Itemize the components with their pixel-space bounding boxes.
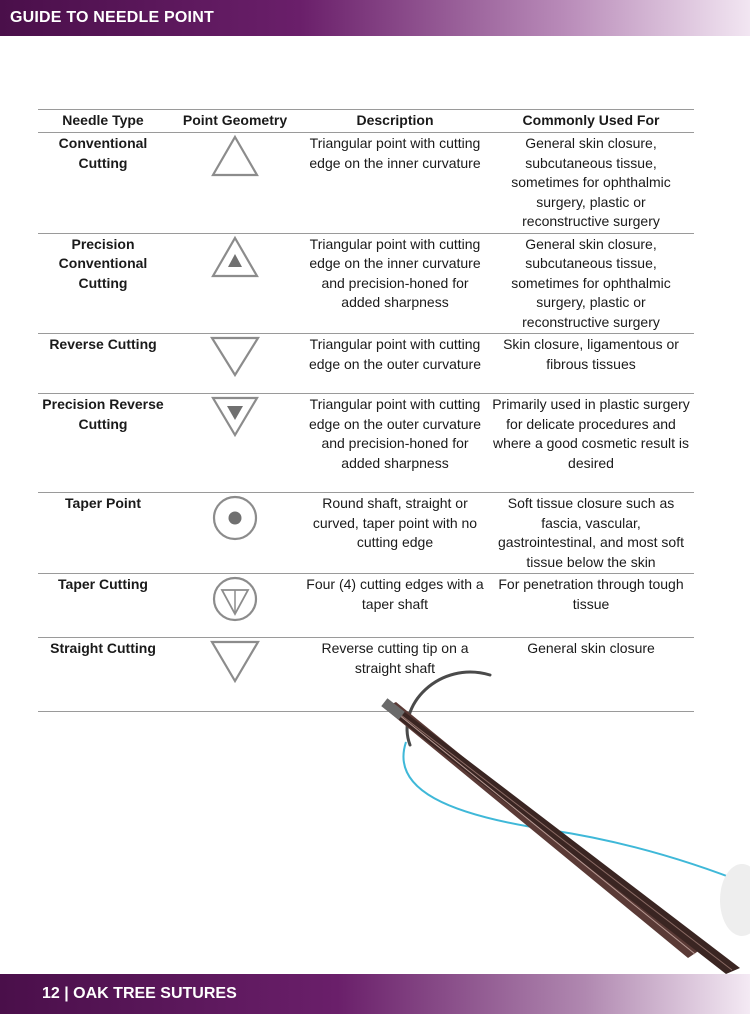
triangle-down-filled-center-icon bbox=[210, 395, 260, 437]
footer-page-label: 12 | OAK TREE SUTURES bbox=[42, 985, 237, 1002]
common-uses-cell: For penetration through tough tissue bbox=[488, 574, 694, 638]
table-row bbox=[38, 334, 694, 394]
common-uses-cell: General skin closure bbox=[488, 638, 694, 712]
point-geometry-cell bbox=[168, 133, 302, 234]
point-geometry-cell bbox=[168, 493, 302, 574]
needle-holder-illustration bbox=[370, 650, 750, 974]
needle-type-cell: Taper Cutting bbox=[38, 574, 168, 638]
table-row bbox=[38, 493, 694, 574]
point-geometry-cell bbox=[168, 334, 302, 394]
needle-type-cell: Taper Point bbox=[38, 493, 168, 574]
column-header-description: Description bbox=[302, 110, 488, 133]
footer-bar bbox=[0, 974, 750, 1014]
table-header-row bbox=[38, 110, 694, 133]
needle-type-cell: Precision Conventional Cutting bbox=[38, 233, 168, 334]
header-bar bbox=[0, 0, 750, 36]
description-cell: Triangular point with cutting edge on the inner curvature bbox=[302, 133, 488, 234]
column-header-common-uses: Commonly Used For bbox=[488, 110, 694, 133]
needle-type-cell: Straight Cutting bbox=[38, 638, 168, 712]
description-cell: Triangular point with cutting edge on the outer curvature bbox=[302, 334, 488, 394]
table-row bbox=[38, 233, 694, 334]
needle-type-cell: Precision Reverse Cutting bbox=[38, 394, 168, 493]
triangle-down-outline-icon bbox=[209, 639, 261, 683]
description-cell: Round shaft, straight or curved, taper point with no cutting edge bbox=[302, 493, 488, 574]
column-header-needle-type: Needle Type bbox=[38, 110, 168, 133]
triangle-up-outline-icon bbox=[210, 134, 260, 178]
common-uses-cell: General skin closure, subcutaneous tissue, sometimes for ophthalmic surgery, plastic or reconstructive surgery bbox=[488, 133, 694, 234]
common-uses-cell: General skin closure, subcutaneous tissue, sometimes for ophthalmic surgery, plastic or reconstructive surgery bbox=[488, 233, 694, 334]
point-geometry-cell bbox=[168, 233, 302, 334]
point-geometry-cell bbox=[168, 638, 302, 712]
needle-point-table bbox=[38, 109, 694, 712]
description-cell: Four (4) cutting edges with a taper shaft bbox=[302, 574, 488, 638]
table-row bbox=[38, 133, 694, 234]
circle-dot-icon bbox=[211, 494, 259, 542]
needle-type-cell: Conventional Cutting bbox=[38, 133, 168, 234]
point-geometry-cell bbox=[168, 394, 302, 493]
needle-type-cell: Reverse Cutting bbox=[38, 334, 168, 394]
circle-triangle-icon bbox=[211, 575, 259, 623]
point-geometry-cell bbox=[168, 574, 302, 638]
description-cell: Triangular point with cutting edge on the outer curvature and precision-honed for added sharpness bbox=[302, 394, 488, 493]
table-row bbox=[38, 394, 694, 493]
common-uses-cell: Soft tissue closure such as fascia, vascular, gastrointestinal, and most soft tissue below the skin bbox=[488, 493, 694, 574]
common-uses-cell: Primarily used in plastic surgery for delicate procedures and where a good cosmetic result is desired bbox=[488, 394, 694, 493]
description-cell: Reverse cutting tip on a straight shaft bbox=[302, 638, 488, 712]
page-header-title: GUIDE TO NEEDLE POINT bbox=[10, 9, 214, 26]
common-uses-cell: Skin closure, ligamentous or fibrous tissues bbox=[488, 334, 694, 394]
triangle-down-outline-icon bbox=[209, 335, 261, 377]
column-header-point-geometry: Point Geometry bbox=[168, 110, 302, 133]
triangle-up-filled-center-icon bbox=[210, 235, 260, 279]
description-cell: Triangular point with cutting edge on the inner curvature and precision-honed for added sharpness bbox=[302, 233, 488, 334]
table-row bbox=[38, 574, 694, 638]
